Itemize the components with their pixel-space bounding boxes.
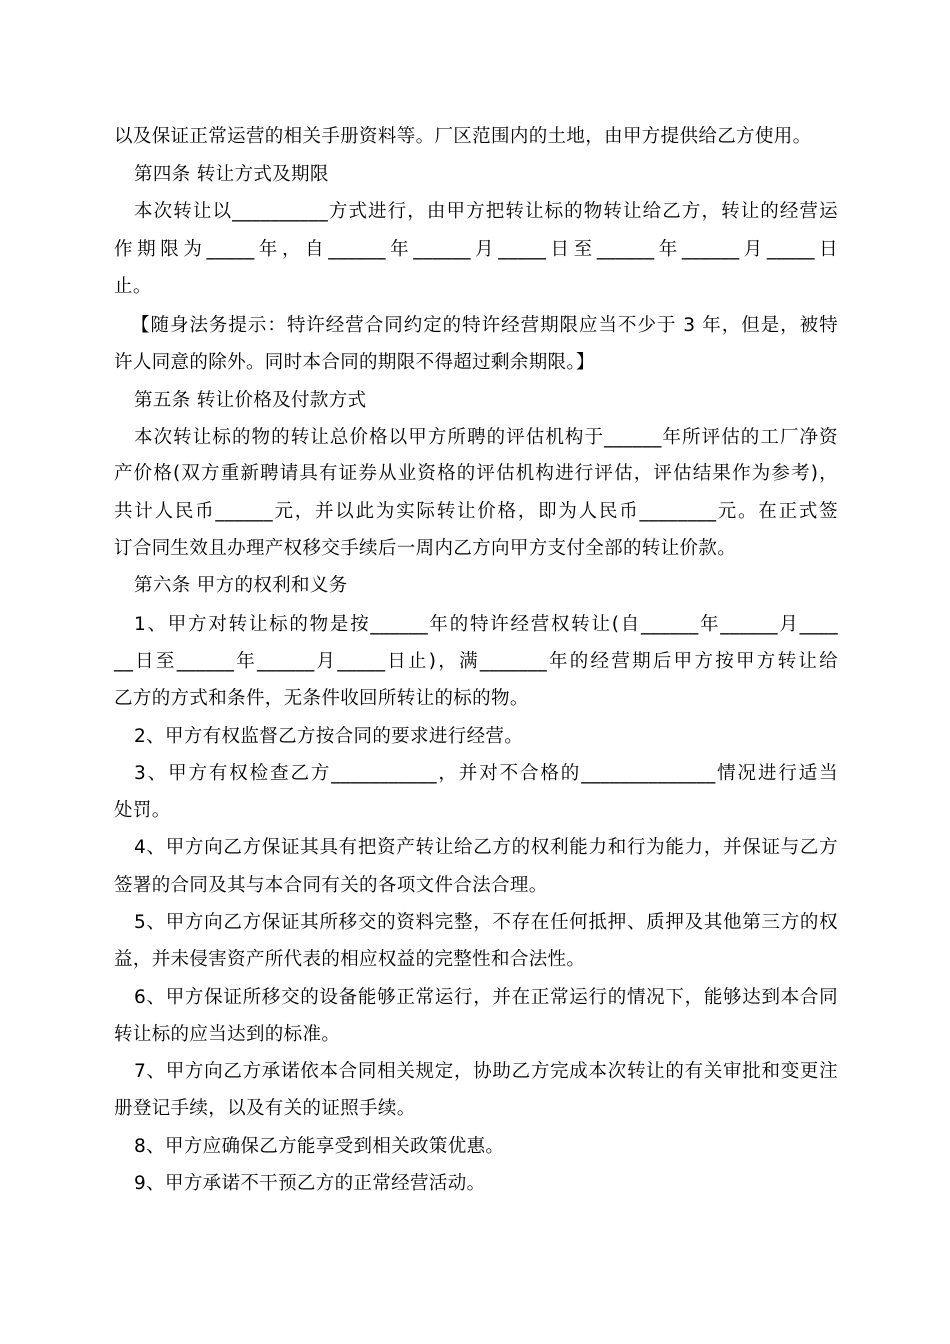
section-heading: 第四条 转让方式及期限	[134, 164, 329, 185]
text-line: 乙方的方式和条件，无条件收回所转让的标的物。	[114, 688, 529, 709]
text-line: __日至______年______月_____日止)，满_______年的经营期后甲方按甲方转让给	[114, 651, 838, 672]
list-item: 3、甲方有权检查乙方___________，并对不合格的______________情况进行适当	[134, 763, 838, 784]
list-item: 8、甲方应确保乙方能享受到相关政策优惠。	[134, 1136, 505, 1157]
section-heading: 第六条 甲方的权利和义务	[134, 575, 348, 596]
text-line: 本次转让以__________方式进行，由甲方把转让标的物转让给乙方，转让的经营运	[134, 201, 838, 222]
text-line: 册登记手续，以及有关的证照手续。	[114, 1098, 416, 1119]
list-item: 4、甲方向乙方保证其具有把资产转让给乙方的权利能力和行为能力，并保证与乙方	[134, 837, 838, 858]
list-item: 6、甲方保证所移交的设备能够正常运行，并在正常运行的情况下，能够达到本合同	[134, 987, 838, 1008]
text-line: 止。	[114, 276, 152, 297]
text-line: 处罚。	[114, 800, 171, 821]
text-line: 转让标的应当达到的标准。	[114, 1024, 341, 1045]
legal-tip: 【随身法务提示：特许经营合同约定的特许经营期限应当不少于 3 年，但是，被特	[131, 315, 838, 336]
text-line: 产价格(双方重新聘请具有证券从业资格的评估机构进行评估，评估结果作为参考)，	[114, 463, 838, 484]
text-line: 共计人民币______元，并以此为实际转让价格，即为人民币________元。在正式签	[114, 501, 838, 522]
list-item: 7、甲方向乙方承诺依本合同相关规定，协助乙方完成本次转让的有关审批和变更注	[134, 1061, 838, 1082]
text-line: 本次转让标的物的转让总价格以甲方所聘的评估机构于______年所评估的工厂净资	[134, 427, 838, 448]
text-line: 以及保证正常运营的相关手册资料等。厂区范围内的土地，由甲方提供给乙方使用。	[114, 126, 812, 147]
text-line: 签署的合同及其与本合同有关的各项文件合法合理。	[114, 875, 548, 896]
text-line: 作期限为_____年，自______年______月_____日至______年______月_____日	[114, 239, 838, 260]
list-item: 2、甲方有权监督乙方按合同的要求进行经营。	[134, 726, 524, 747]
text-line: 益，并未侵害资产所代表的相应权益的完整性和合法性。	[114, 949, 586, 970]
list-item: 1、甲方对转让标的物是按______年的特许经营权转让(自______年______月____	[134, 614, 838, 635]
text-line: 订合同生效且办理产权移交手续后一周内乙方向甲方支付全部的转让价款。	[114, 538, 737, 559]
list-item: 5、甲方向乙方保证其所移交的资料完整，不存在任何抵押、质押及其他第三方的权	[134, 912, 838, 933]
list-item: 9、甲方承诺不干预乙方的正常经营活动。	[134, 1173, 486, 1194]
legal-tip: 许人同意的除外。同时本合同的期限不得超过剩余期限。】	[114, 352, 595, 373]
section-heading: 第五条 转让价格及付款方式	[134, 390, 367, 411]
